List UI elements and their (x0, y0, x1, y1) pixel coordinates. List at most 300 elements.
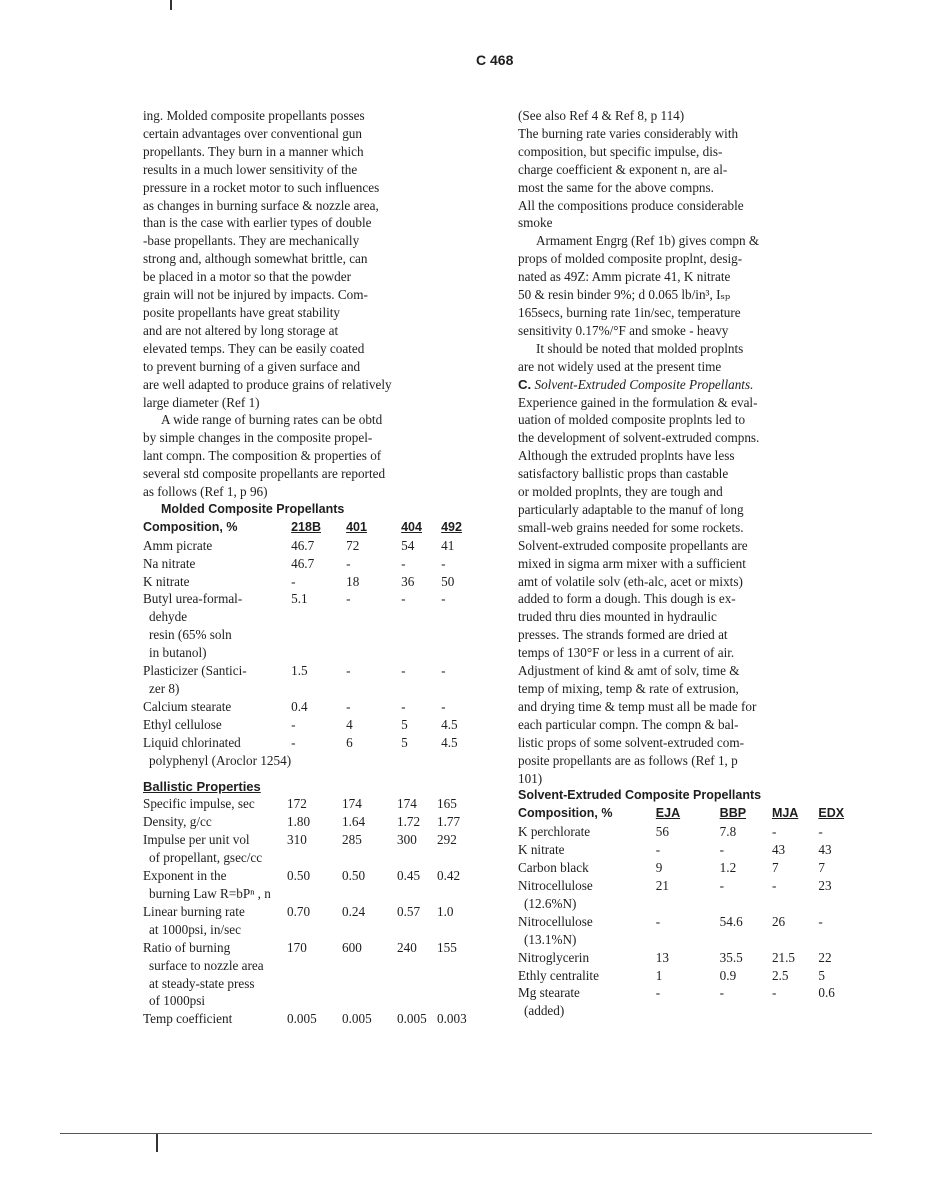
table-cell (656, 1002, 720, 1020)
row-label: Impulse per unit vol (143, 832, 250, 848)
table-cell (437, 885, 477, 903)
table-cell (720, 931, 772, 949)
table-cell: 5 (401, 734, 408, 750)
row-label: Density, g/cc (143, 814, 212, 830)
table-cell (291, 680, 346, 698)
table-cell: - (291, 573, 296, 589)
table-cell (772, 1002, 818, 1020)
text-line: Adjustment of kind & amt of solv, time & (518, 663, 740, 679)
table-cell: 401 (346, 519, 367, 534)
row-label: Carbon black (518, 860, 589, 876)
table-cell (346, 752, 401, 770)
row-label: Specific impulse, sec (143, 796, 255, 812)
table-cell: 7.8 (719, 824, 737, 840)
table-cell: 5 (401, 716, 408, 732)
table-row (143, 921, 477, 939)
text-line: results in a much lower sensitivity of the (143, 161, 358, 177)
table-cell: 36 (401, 573, 415, 589)
table-cell: 1.77 (437, 814, 461, 830)
table-cell (720, 895, 772, 913)
table-cell: 155 (437, 939, 457, 955)
table-cell (441, 626, 481, 644)
text-line: It should be noted that molded proplnts (536, 340, 744, 356)
table-cell (342, 992, 397, 1010)
table-cell: 35.5 (719, 949, 743, 965)
text-line: are not widely used at the present time (518, 358, 722, 374)
table-cell: 56 (655, 824, 669, 840)
table-cell: 0.57 (397, 903, 421, 919)
table-row (518, 949, 858, 967)
text-line: nated as 49Z: Amm picrate 41, K nitrate (518, 269, 731, 285)
text-line: temp of mixing, temp & rate of extrusion, (518, 681, 739, 696)
text-line: are well adapted to produce grains of relatively (143, 376, 392, 392)
text-line: sensitivity 0.17%/°F and smoke - heavy (518, 322, 729, 338)
text-line: or molded proplnts, they are tough and (518, 484, 723, 500)
table-cell (437, 957, 477, 975)
table-cell (401, 680, 441, 698)
table-cell (342, 975, 397, 993)
table-cell: 0.4 (291, 698, 308, 714)
table-cell: - (441, 698, 446, 714)
table-row (143, 573, 481, 591)
text-line: certain advantages over conventional gun (143, 125, 362, 141)
text-line: strong and, although somewhat brittle, can (143, 251, 368, 267)
right-paragraph-1 (518, 107, 858, 232)
solvent-table-title: Solvent-Extruded Composite Propellants (518, 788, 762, 803)
text-line: each particular compn. The compn & bal- (518, 716, 739, 732)
table-cell: - (291, 716, 296, 732)
text-line: presses. The strands formed are dried at (518, 627, 728, 643)
table-cell (656, 931, 720, 949)
table-cell: 0.6 (818, 985, 835, 1001)
row-label: Ratio of burning (143, 939, 231, 955)
table-row (143, 831, 477, 849)
text-line: All the compositions produce considerable (518, 197, 744, 213)
text-line: truded thru dies mounted in hydraulic (518, 609, 717, 625)
table-cell: - (401, 663, 406, 679)
table-cell: - (441, 663, 446, 679)
text-line: as changes in burning surface & nozzle area, (143, 197, 379, 213)
table-row (143, 752, 481, 770)
table-cell (291, 752, 346, 770)
molded-table-title: Molded Composite Propellants (161, 501, 345, 516)
table-cell: - (346, 555, 351, 571)
text-line: amt of volatile solv (eth-alc, acet or mixts) (518, 573, 743, 589)
table-cell: 4.5 (441, 734, 458, 750)
text-line: large diameter (Ref 1) (143, 394, 260, 410)
table-cell: 0.24 (342, 903, 366, 919)
table-cell: 41 (441, 537, 455, 553)
table-cell: 7 (818, 860, 825, 876)
table-row (518, 841, 858, 859)
table-cell (287, 885, 342, 903)
table-cell (397, 992, 437, 1010)
table-cell: 4 (346, 716, 353, 732)
table-cell (346, 608, 401, 626)
text-line: props of molded composite proplnt, desig- (518, 251, 743, 267)
table-row (518, 1002, 858, 1020)
table-cell (441, 608, 481, 626)
table-row (143, 885, 477, 903)
text-line: uation of molded composite proplnts led to (518, 412, 746, 428)
table-cell (401, 644, 441, 662)
table-cell (346, 644, 401, 662)
top-margin-mark (170, 0, 172, 10)
table-cell: 170 (287, 939, 307, 955)
table-cell: 0.005 (397, 1011, 427, 1027)
table-cell (397, 849, 437, 867)
text-line: ing. Molded composite propellants posses (143, 108, 365, 123)
row-label: surface to nozzle area (149, 957, 264, 973)
row-label: Composition, % (143, 519, 238, 534)
row-label: burning Law R=bPⁿ , n (149, 885, 271, 901)
table-cell: 404 (401, 519, 422, 534)
table-row (143, 957, 477, 975)
text-line: and are not altered by long storage at (143, 322, 339, 338)
table-cell (397, 975, 437, 993)
table-cell (656, 895, 720, 913)
text-line: Although the extruded proplnts have less (518, 448, 735, 464)
table-row (143, 992, 477, 1010)
text-line: be placed in a motor so that the powder (143, 269, 352, 285)
table-cell: 1.80 (287, 814, 311, 830)
ballistic-properties-table (143, 795, 477, 1028)
table-cell (720, 1002, 772, 1020)
table-cell: 310 (287, 832, 307, 848)
table-cell: - (441, 591, 446, 607)
table-cell: - (818, 913, 823, 929)
text-line: A wide range of burning rates can be obtd (161, 412, 383, 428)
text-line: particularly adaptable to the manuf of long (518, 501, 744, 517)
table-cell: 292 (437, 832, 457, 848)
table-cell: 285 (342, 832, 362, 848)
row-label: Nitrocellulose (518, 877, 593, 893)
table-cell: - (655, 842, 661, 858)
row-label: resin (65% soln (149, 627, 232, 643)
table-cell: 7 (771, 860, 779, 876)
table-cell (342, 885, 397, 903)
text-line: as follows (Ref 1, p 96) (143, 484, 268, 500)
table-cell: EDX (818, 806, 845, 821)
page-number: C 468 (476, 52, 514, 68)
row-label: Na nitrate (143, 555, 196, 571)
table-cell: 600 (342, 939, 362, 955)
row-label: Composition, % (518, 806, 613, 821)
table-cell (287, 957, 342, 975)
text-line: 165secs, burning rate 1in/sec, temperature (518, 304, 741, 320)
table-cell: 23 (818, 877, 832, 893)
bottom-margin-mark (156, 1134, 158, 1152)
row-label: Butyl urea-formal- (143, 591, 243, 607)
row-label: Plasticizer (Santici- (143, 663, 247, 679)
table-cell: 21.5 (771, 949, 796, 965)
table-cell: 54 (401, 537, 415, 553)
text-line: pressure in a rocket motor to such influences (143, 179, 380, 195)
row-label: (added) (524, 1003, 565, 1019)
table-cell: - (441, 555, 446, 571)
text-line: composition, but specific impulse, dis- (518, 143, 723, 159)
table-cell: - (655, 913, 661, 929)
table-cell: - (719, 842, 725, 858)
text-line: to prevent burning of a given surface and (143, 358, 361, 374)
text-line: mixed in sigma arm mixer with a sufficient (518, 555, 746, 571)
text-line: elevated temps. They can be easily coated (143, 340, 365, 356)
table-cell: 0.42 (437, 868, 461, 884)
table-cell (287, 849, 342, 867)
solvent-extruded-table (518, 805, 858, 1020)
table-cell (772, 931, 818, 949)
text-line: temps of 130°F or less in a current of air. (518, 645, 735, 661)
text-line: 50 & resin binder 9%; d 0.065 lb/in³, Iₛₚ (518, 287, 731, 303)
table-cell (287, 975, 342, 993)
table-row (143, 626, 481, 644)
table-row (518, 913, 858, 931)
table-cell: 13 (655, 949, 669, 965)
text-line: lant compn. The composition & properties of (143, 448, 382, 464)
table-cell: - (771, 877, 777, 893)
table-header-row (518, 805, 858, 823)
table-row (143, 939, 477, 957)
table-cell: BBP (719, 806, 747, 821)
table-cell: 22 (818, 949, 832, 965)
text-line: several std composite propellants are reported (143, 466, 386, 482)
row-label: Ethyl cellulose (143, 716, 222, 732)
row-label: Exponent in the (143, 868, 227, 884)
table-row (143, 555, 481, 573)
table-cell: 0.50 (342, 868, 366, 884)
right-paragraph-2 (518, 232, 858, 339)
table-row (143, 537, 481, 555)
table-cell: 21 (655, 877, 669, 893)
table-cell (397, 957, 437, 975)
table-row (143, 680, 481, 698)
table-cell (441, 644, 481, 662)
text-line: (See also Ref 4 & Ref 8, p 114) (518, 108, 685, 123)
table-cell: 26 (771, 913, 786, 929)
text-line: than is the case with earlier types of double (143, 215, 372, 231)
table-row (518, 877, 858, 895)
table-cell (346, 626, 401, 644)
text-line: most the same for the above compns. (518, 179, 714, 195)
table-cell: - (401, 698, 406, 714)
table-row (143, 590, 481, 608)
text-line: posite propellants have great stability (143, 304, 341, 320)
table-cell: 0.005 (287, 1011, 317, 1027)
left-column (143, 107, 483, 1028)
row-label: in butanol) (149, 645, 207, 661)
table-cell: 2.5 (771, 967, 789, 983)
section-title: Solvent-Extruded Composite Propellants. (534, 376, 754, 392)
text-line: by simple changes in the composite propel- (143, 430, 373, 446)
text-line: Armament Engrg (Ref 1b) gives compn & (536, 233, 760, 249)
table-cell: - (346, 698, 351, 714)
row-label: Amm picrate (143, 537, 213, 553)
table-cell: 18 (346, 573, 360, 589)
row-label: Temp coefficient (143, 1011, 233, 1027)
table-cell (287, 992, 342, 1010)
table-cell: 46.7 (291, 537, 315, 553)
table-row (143, 644, 481, 662)
row-label: (13.1%N) (524, 931, 577, 947)
table-cell: - (818, 824, 823, 840)
table-cell: - (771, 824, 777, 840)
text-line: listic props of some solvent-extruded com- (518, 734, 744, 750)
table-cell: 1 (655, 967, 663, 983)
table-cell: 0.50 (287, 868, 311, 884)
left-paragraph-1 (143, 107, 483, 411)
table-cell: - (346, 591, 351, 607)
table-row (143, 734, 481, 752)
table-cell: 1.64 (342, 814, 366, 830)
table-row (143, 975, 477, 993)
table-cell: 174 (342, 796, 362, 812)
table-row (518, 931, 858, 949)
text-line: the development of solvent-extruded compns. (518, 430, 760, 446)
table-cell (437, 975, 477, 993)
table-row (143, 1010, 477, 1028)
table-cell (346, 680, 401, 698)
table-cell: 5 (818, 967, 825, 983)
table-header-row (143, 519, 481, 537)
row-label: at 1000psi, in/sec (149, 921, 241, 937)
table-cell (401, 626, 441, 644)
table-row (518, 984, 858, 1002)
table-cell (397, 921, 437, 939)
table-row (518, 967, 858, 985)
right-column (518, 107, 858, 1020)
table-cell: 72 (346, 537, 360, 553)
row-label: Nitroglycerin (518, 949, 590, 965)
table-cell (342, 921, 397, 939)
table-cell: 300 (397, 832, 417, 848)
table-row (143, 716, 481, 734)
row-label: zer 8) (149, 681, 180, 696)
left-paragraph-2 (143, 411, 483, 501)
table-cell: 54.6 (719, 913, 743, 929)
text-line: Solvent-extruded composite propellants are (518, 537, 748, 553)
text-line: 101) (518, 770, 543, 786)
table-row (143, 849, 477, 867)
table-row (143, 903, 477, 921)
table-cell (401, 608, 441, 626)
table-cell: 5.1 (291, 591, 308, 607)
text-line: and drying time & temp must all be made for (518, 698, 757, 714)
text-line: The burning rate varies considerably with (518, 125, 739, 141)
table-cell: - (655, 985, 661, 1001)
text-line: smoke (518, 215, 553, 231)
molded-composite-table (143, 519, 481, 770)
table-cell (401, 752, 441, 770)
table-cell (772, 895, 818, 913)
table-cell (342, 849, 397, 867)
table-cell (818, 931, 858, 949)
table-row (143, 662, 481, 680)
row-label: Mg stearate (518, 985, 580, 1001)
table-cell: - (719, 985, 725, 1001)
row-label: Ethly centralite (518, 967, 599, 983)
text-line: small-web grains needed for some rockets. (518, 519, 744, 535)
table-cell (342, 957, 397, 975)
table-cell (441, 752, 481, 770)
row-label: K nitrate (143, 573, 190, 589)
table-cell: - (291, 734, 296, 750)
table-cell: 50 (441, 573, 455, 589)
table-cell: 0.45 (397, 868, 421, 884)
table-cell (437, 921, 477, 939)
table-row (143, 813, 477, 831)
table-cell: 4.5 (441, 716, 458, 732)
table-cell: 1.72 (397, 814, 421, 830)
text-line: Experience gained in the formulation & eval- (518, 394, 758, 410)
bottom-rule (60, 1133, 872, 1134)
table-cell: 0.70 (287, 903, 311, 919)
table-cell: 165 (437, 796, 457, 812)
table-cell: 174 (397, 796, 417, 812)
table-cell: 43 (771, 842, 786, 858)
table-cell (291, 608, 346, 626)
row-label: dehyde (149, 609, 188, 625)
table-row (143, 608, 481, 626)
table-cell: 1.5 (291, 663, 308, 679)
right-paragraph-3 (518, 340, 858, 376)
row-label: (12.6%N) (524, 895, 577, 911)
row-label: of propellant, gsec/cc (149, 850, 263, 866)
table-cell: 172 (287, 796, 307, 812)
table-cell: 218B (291, 519, 321, 534)
table-row (518, 859, 858, 877)
table-cell: - (401, 591, 406, 607)
text-line: -base propellants. They are mechanically (143, 233, 360, 249)
table-row (518, 895, 858, 913)
table-cell (441, 680, 481, 698)
table-cell (437, 992, 477, 1010)
row-label: K nitrate (518, 842, 565, 858)
table-cell: MJA (771, 806, 799, 821)
table-cell (287, 921, 342, 939)
right-paragraph-4 (518, 394, 858, 788)
text-line: added to form a dough. This dough is ex- (518, 591, 736, 607)
table-cell: 240 (397, 939, 417, 955)
table-cell (397, 885, 437, 903)
table-cell: - (346, 663, 351, 679)
table-cell: 492 (441, 519, 462, 534)
text-line: satisfactory ballistic props than castable (518, 466, 729, 482)
table-cell: 0.005 (342, 1011, 372, 1027)
table-cell: 1.2 (719, 860, 737, 876)
table-row (518, 823, 858, 841)
table-cell: - (401, 555, 406, 571)
ballistic-properties-title: Ballistic Properties (143, 778, 261, 794)
table-row (143, 795, 477, 813)
table-cell: - (719, 877, 725, 893)
row-label: Calcium stearate (143, 698, 232, 714)
section-heading (518, 376, 858, 394)
table-cell: 0.003 (437, 1011, 467, 1027)
table-cell (291, 644, 346, 662)
text-line: grain will not be injured by impacts. Com- (143, 287, 368, 303)
table-cell: 43 (818, 842, 832, 858)
text-line: charge coefficient & exponent n, are al- (518, 161, 728, 177)
row-label: polyphenyl (Aroclor 1254) (149, 752, 292, 768)
row-label: of 1000psi (149, 993, 206, 1009)
row-label: K perchlorate (518, 824, 591, 840)
table-cell (818, 895, 858, 913)
table-cell: 46.7 (291, 555, 315, 571)
table-cell: 1.0 (437, 903, 454, 919)
table-cell (818, 1002, 858, 1020)
row-label: Linear burning rate (143, 903, 245, 919)
table-row (143, 867, 477, 885)
